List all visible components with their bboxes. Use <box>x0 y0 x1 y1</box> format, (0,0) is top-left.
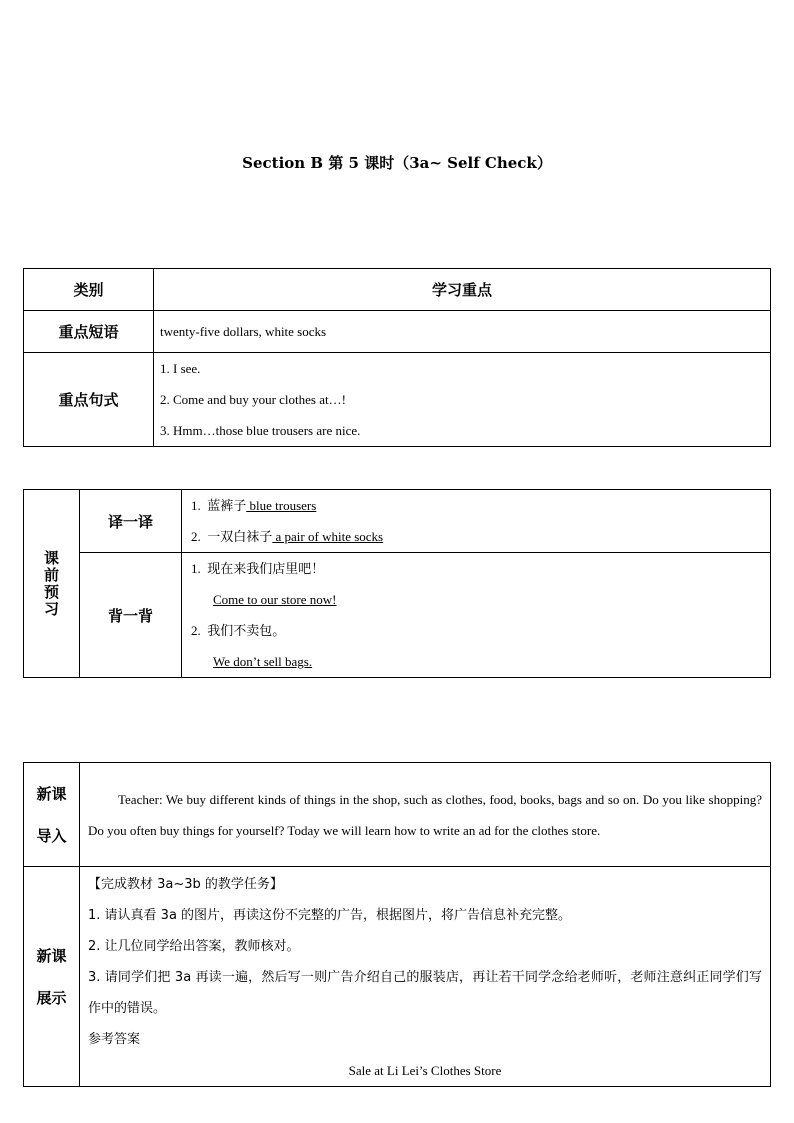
task-heading: 【完成教材 3a~3b 的教学任务】 <box>88 877 283 892</box>
phrases-text: twenty-five dollars, white socks <box>154 311 771 353</box>
task-item: 2. 让几位同学给出答案，教师核对。 <box>88 939 300 954</box>
preview-table <box>23 489 771 678</box>
recite-answer: Come to our store now! <box>213 592 337 607</box>
intro-label-1: 新课 <box>36 784 67 803</box>
translate-answer: blue trousers <box>246 498 317 513</box>
lesson-table <box>23 762 771 1087</box>
preview-side-label: 课前预习 <box>42 549 60 618</box>
intro-label-2: 导入 <box>36 826 67 845</box>
page-title: Section B 第 5 课时（3a~ Self Check） <box>242 154 552 172</box>
translate-label: 译一译 <box>80 490 182 553</box>
recite-label: 背一背 <box>80 553 182 678</box>
intro-text: Teacher: We buy different kinds of things in the shop, such as clothes, food, books, bags and so on. Do you like shopping? Do you often buy things for yourself? Today we will learn how to write an ad for the clothes store. <box>88 791 762 838</box>
phrases-label: 重点短语 <box>24 311 154 353</box>
sentence-item: 1. I see. <box>160 361 201 376</box>
sentences-label: 重点句式 <box>24 353 154 447</box>
reference-label: 参考答案 <box>88 1032 141 1047</box>
show-label-2: 展示 <box>36 988 67 1007</box>
intro-text-cell <box>80 763 771 867</box>
focus-table <box>23 268 771 447</box>
task-item: 3. 请同学们把 3a 再读一遍，然后写一则广告介绍自己的服装店，再让若干同学念给老师听，老师注意纠正同学们写作中的错误。 <box>88 970 762 1016</box>
header-focus: 学习重点 <box>154 269 771 311</box>
intro-label-cell <box>24 763 80 867</box>
reference-title: Sale at Li Lei’s Clothes Store <box>348 1063 502 1078</box>
translate-answer: a pair of white socks <box>272 529 384 544</box>
show-label-1: 新课 <box>36 946 67 965</box>
recite-item: 2. 我们不卖包。 <box>191 623 286 639</box>
header-category: 类别 <box>24 269 154 311</box>
sentence-item: 2. Come and buy your clothes at…! <box>160 392 346 407</box>
show-label-cell <box>24 867 80 1087</box>
sentence-item: 3. Hmm…those blue trousers are nice. <box>160 423 361 438</box>
show-content-cell <box>80 867 771 1087</box>
translate-items <box>182 490 771 553</box>
translate-item: 1. 蓝裤子 blue trousers <box>191 498 317 514</box>
preview-side-label-cell <box>24 490 80 678</box>
recite-item: 1. 现在来我们店里吧！ <box>191 561 325 577</box>
recite-items <box>182 553 771 678</box>
sentences-list <box>154 353 771 447</box>
translate-item: 2. 一双白袜子 a pair of white socks <box>191 529 384 545</box>
recite-answer: We don’t sell bags. <box>213 654 313 669</box>
task-item: 1. 请认真看 3a 的图片，再读这份不完整的广告，根据图片，将广告信息补充完整。 <box>88 908 572 923</box>
